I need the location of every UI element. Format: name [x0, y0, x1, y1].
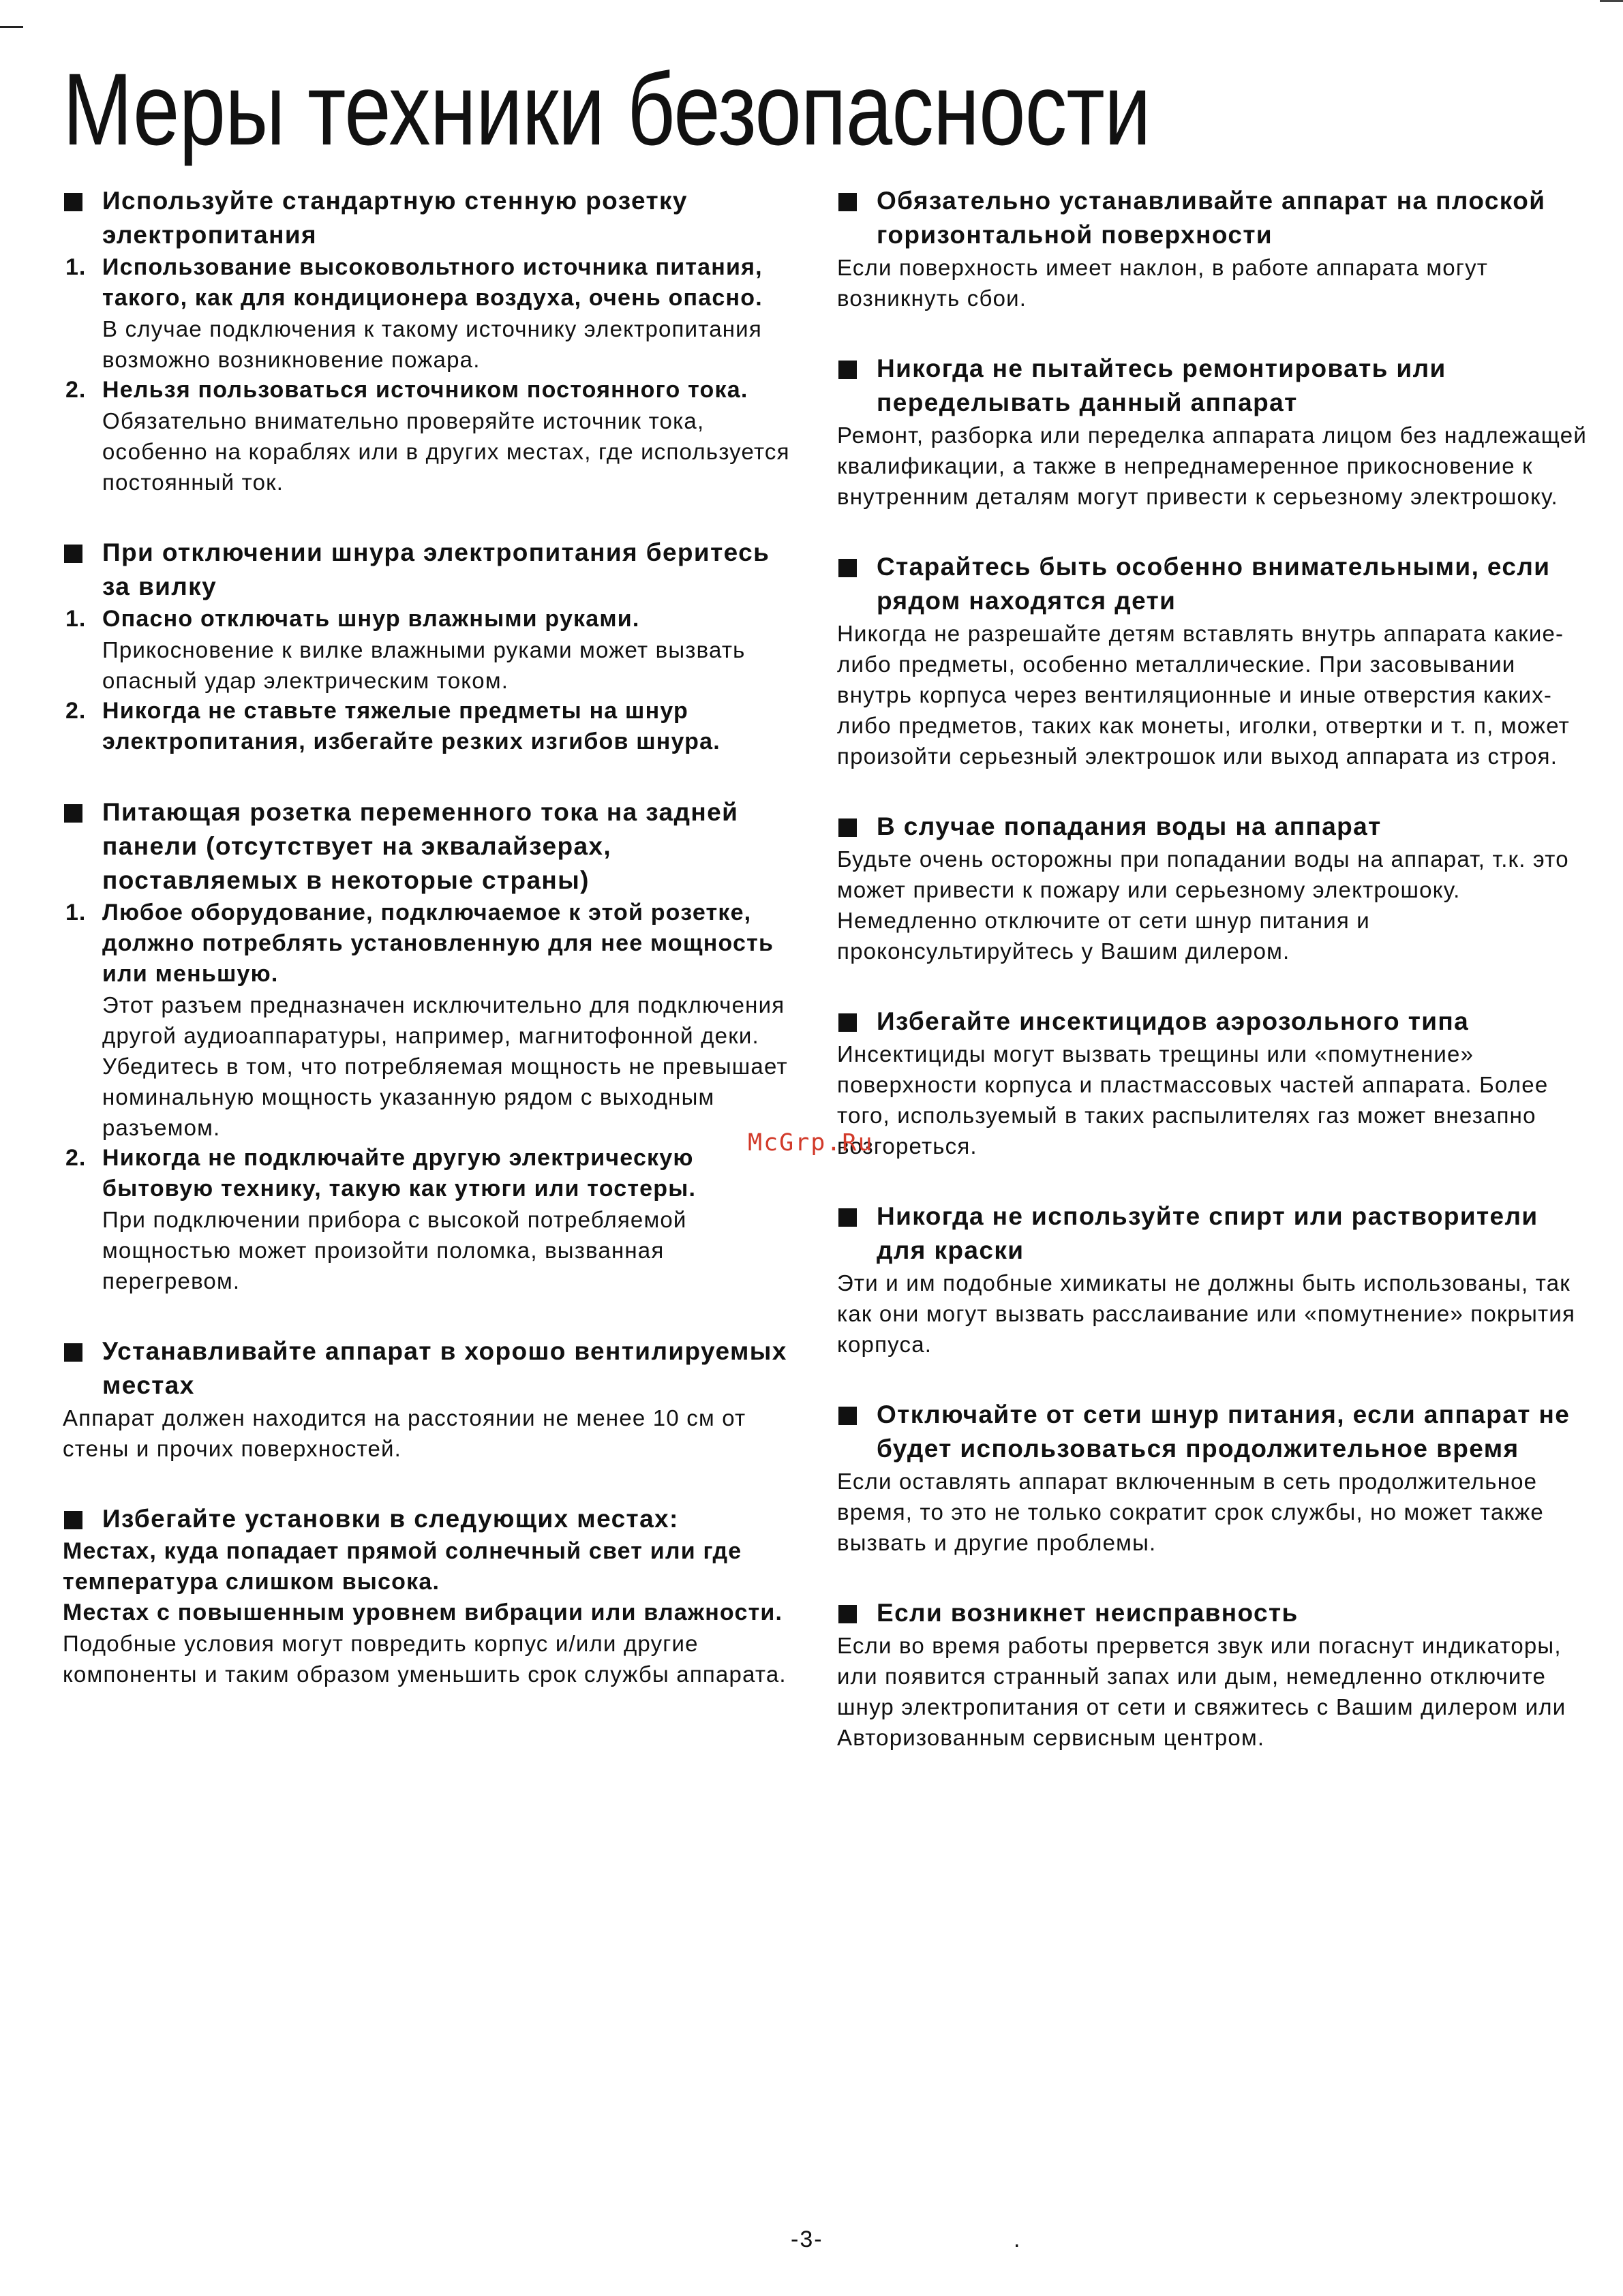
square-bullet-icon: [838, 1407, 857, 1425]
list-item: 2. Нельзя пользоваться источником постоянного тока. Обязательно внимательно проверяйте источник тока, особенно на кораблях или в других местах, где используется постоянный ток.: [65, 377, 790, 495]
stray-mark: .: [1014, 2226, 1020, 2252]
section-unplug: [63, 536, 799, 757]
section-body: Будьте очень осторожны при попадании воды на аппарат, т.к. это может привести к пожару или серьезному электрошоку. Немедленно отключите от сети шнур питания и проконсультируйтесь у Вашим дилером.: [837, 846, 1569, 964]
section-heading: При отключении шнура электропитания беритесь за вилку: [63, 536, 799, 604]
section-body: Если во время работы прервется звук или погаснут индикаторы, или появится странный запах или дым, немедленно отключите шнур электропитания от сети и свяжитесь с Вашим дилером или Авторизованным сервисным центром.: [837, 1633, 1566, 1750]
section-flat-surface: [837, 184, 1587, 313]
section-ventilation: [63, 1334, 799, 1464]
section-avoid-locations: [63, 1502, 799, 1689]
section-bold-line: Местах с повышенным уровнем вибрации или влажности.: [63, 1599, 783, 1625]
section-body: Инсектициды могут вызвать трещины или «помутнение» поверхности корпуса и пластмассовых частей аппарата. Более того, используемый в таких распылителях газ может внезапно возгореться.: [837, 1041, 1549, 1159]
square-bullet-icon: [838, 1208, 857, 1227]
square-bullet-icon: [64, 1343, 82, 1362]
square-bullet-icon: [838, 1605, 857, 1623]
section-heading: Старайтесь быть особенно внимательными, если рядом находятся дети: [837, 550, 1587, 618]
section-heading: Отключайте от сети шнур питания, если аппарат не будет использоваться продолжительное время: [837, 1398, 1587, 1466]
square-bullet-icon: [838, 559, 857, 577]
left-column: [63, 184, 799, 1728]
section-heading: Если возникнет неисправность: [837, 1596, 1587, 1630]
section-water: [837, 810, 1587, 966]
section-heading: Никогда не пытайтесь ремонтировать или переделывать данный аппарат: [837, 352, 1587, 420]
section-heading: В случае попадания воды на аппарат: [837, 810, 1587, 844]
square-bullet-icon: [838, 818, 857, 837]
list-item: 2. Никогда не подключайте другую электрическую бытовую технику, такую как утюги или тостеры. При подключении прибора с высокой потребляемой мощностью может произойти поломка, вызванная перегревом.: [65, 1145, 697, 1294]
section-body: Эти и им подобные химикаты не должны быть использованы, так как они могут вызвать расслаивание или «помутнение» покрытия корпуса.: [837, 1270, 1576, 1357]
section-heading: Устанавливайте аппарат в хорошо вентилируемых местах: [63, 1334, 799, 1403]
page-number: -3-: [791, 2226, 823, 2252]
square-bullet-icon: [838, 1013, 857, 1032]
section-heading: Никогда не используйте спирт или растворители для краски: [837, 1199, 1587, 1268]
list-item: 1. Любое оборудование, подключаемое к этой розетке, должно потреблять установленную для нее мощность или меньшую. Этот разъем предназначен исключительно для подключения другой аудиоаппаратуры, например, магнитофонной деки. Убедитесь в том, что потребляемая мощность не превышает номинальную мощность указанную рядом с выходным разъемом.: [65, 900, 788, 1140]
section-body: Аппарат должен находится на расстоянии не менее 10 см от стены и прочих поверхностей.: [63, 1405, 746, 1461]
square-bullet-icon: [64, 193, 82, 211]
square-bullet-icon: [838, 193, 857, 211]
list-item: 2. Никогда не ставьте тяжелые предметы на шнур электропитания, избегайте резких изгибов шнура.: [65, 698, 721, 754]
square-bullet-icon: [64, 545, 82, 563]
section-solvents: [837, 1199, 1587, 1360]
section-unplug-long: [837, 1398, 1587, 1558]
section-wall-outlet: [63, 184, 799, 498]
top-left-rule: [0, 26, 23, 28]
section-malfunction: [837, 1596, 1587, 1753]
section-insecticides: [837, 1005, 1587, 1161]
section-heading: Питающая розетка переменного тока на задней панели (отсутствует на эквалайзерах, поставляемых в некоторые страны): [63, 795, 799, 898]
section-children: [837, 550, 1587, 771]
section-heading: Используйте стандартную стенную розетку электропитания: [63, 184, 799, 252]
page-title: Меры техники безопасности: [63, 52, 1151, 166]
watermark-text: McGrp.Ru: [748, 1129, 874, 1157]
square-bullet-icon: [838, 361, 857, 379]
section-body: Ремонт, разборка или переделка аппарата лицом без надлежащей квалификации, а также в непреднамеренное прикосновение к внутренним деталям могут привести к серьезному электрошоку.: [837, 423, 1587, 509]
list-item: 1. Опасно отключать шнур влажными руками. Прикосновение к вилке влажными руками может вызвать опасный удар электрическим током.: [65, 606, 746, 693]
section-heading: Обязательно устанавливайте аппарат на плоской горизонтальной поверхности: [837, 184, 1587, 252]
right-column: [837, 184, 1587, 1791]
section-ac-outlet: [63, 795, 799, 1296]
top-right-rule: [1600, 0, 1623, 2]
section-heading: Избегайте инсектицидов аэрозольного типа: [837, 1005, 1587, 1039]
square-bullet-icon: [64, 1511, 82, 1529]
section-body: Если оставлять аппарат включенным в сеть продолжительное время, то это не только сократит срок службы, но может также вызвать и другие проблемы.: [837, 1469, 1544, 1555]
section-no-repair: [837, 352, 1587, 512]
section-body: Если поверхность имеет наклон, в работе аппарата могут возникнуть сбои.: [837, 255, 1489, 311]
section-bold-line: Местах, куда попадает прямой солнечный свет или где температура слишком высока.: [63, 1538, 742, 1595]
list-item: 1. Использование высоковольтного источника питания, такого, как для кондиционера воздуха, очень опасно. В случае подключения к такому источнику электропитания возможно возникновение пожара.: [65, 254, 763, 372]
section-body: Подобные условия могут повредить корпус и/или другие компоненты и таким образом уменьшить срок службы аппарата.: [63, 1631, 787, 1687]
section-body: Никогда не разрешайте детям вставлять внутрь аппарата какие-либо предметы, особенно металлические. При засовывании внутрь корпуса через вентиляционные и иные отверстия каких-либо предметов, таких как монеты, иголки, отвертки и т. п, может произойти серьезный электрошок или выход аппарата из строя.: [837, 621, 1570, 769]
square-bullet-icon: [64, 804, 82, 823]
section-heading: Избегайте установки в следующих местах:: [63, 1502, 799, 1536]
